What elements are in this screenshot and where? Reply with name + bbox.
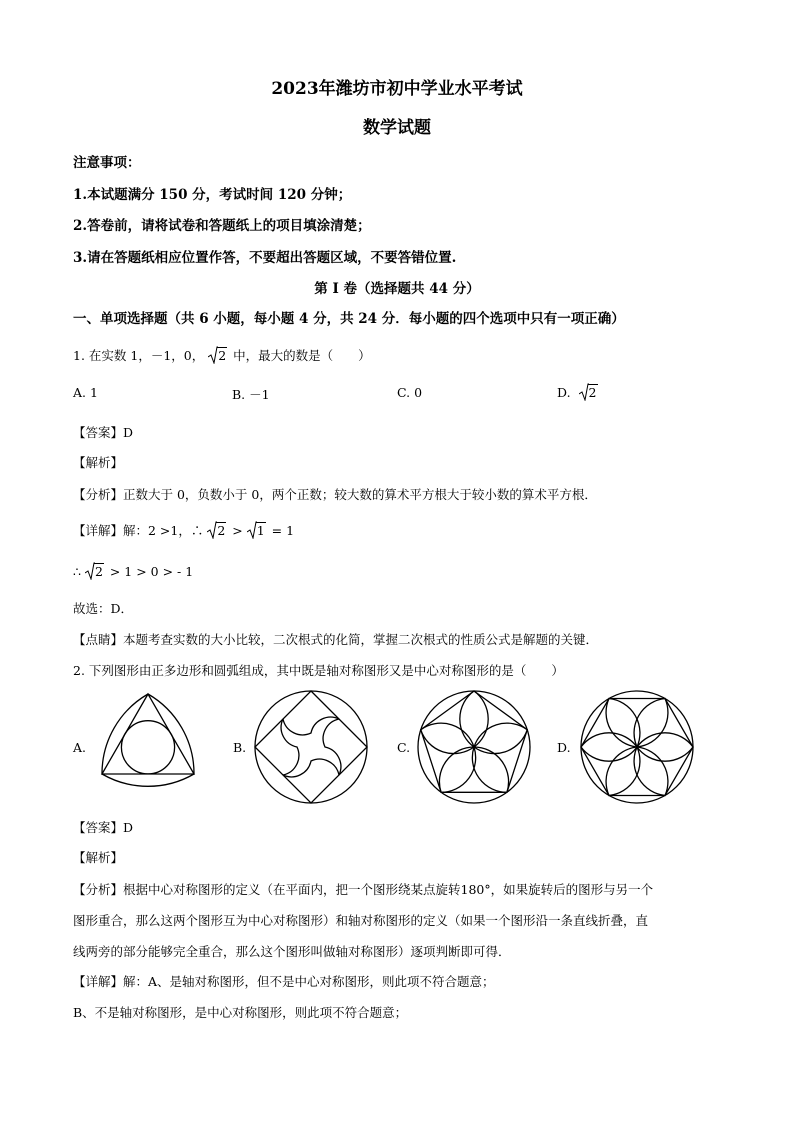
- radical-icon: [85, 562, 95, 580]
- figure-c-pentagon-petals: [414, 687, 534, 807]
- section-title: 一、单项选择题（共 6 小题，每小题 4 分，共 24 分．每小题的四个选项中只有一项正确）: [73, 311, 625, 327]
- q1-choose: 故选：D．: [73, 601, 134, 616]
- q2-analysis-label: 【解析】: [73, 850, 124, 865]
- q1-detail-line2: ∴ 2 > 1 > 0 > - 1: [73, 564, 194, 579]
- sqrt-2: 2: [579, 385, 598, 400]
- sqrt-1: 1: [247, 523, 266, 538]
- notes-item-2: 2.答卷前，请将试卷和答题纸上的项目填涂清楚；: [73, 218, 371, 234]
- q2-answer: 【答案】D: [73, 820, 134, 835]
- q1-answer: 【答案】D: [73, 425, 134, 440]
- q1-stem-text-b: 中，最大的数是（ ）: [233, 348, 371, 363]
- q1-option-d: D. 2: [557, 385, 597, 400]
- figure-b-square-arcs: [251, 687, 371, 807]
- sqrt-2: 2: [85, 564, 104, 579]
- radical-icon: [247, 521, 257, 539]
- figure-d-petal: [581, 733, 637, 761]
- q1-option-a: A. 1: [73, 385, 98, 400]
- exam-subtitle: 数学试题: [363, 118, 431, 138]
- radical-icon: [579, 383, 589, 401]
- q1-comment: 【点睛】本题考查实数的大小比较，二次根式的化简，掌握二次根式的性质公式是解题的关键．: [73, 632, 599, 647]
- figure-d-petal: [637, 733, 693, 761]
- q1-stem: [73, 346, 371, 364]
- q1-analysis-label: 【解析】: [73, 455, 124, 470]
- sqrt-2: 2: [207, 523, 226, 538]
- q2-fenxi-line-3: 线两旁的部分能够完全重合，那么这个图形叫做轴对称图形）逐项判断即可得．: [73, 944, 511, 959]
- radical-icon: [208, 346, 218, 364]
- q1-option-b: B. －1: [232, 387, 270, 402]
- q1-stem-text-a: 1. 在实数 1，－1，0，: [73, 348, 205, 363]
- q1-option-c: C. 0: [397, 385, 423, 400]
- q2-label-c: C.: [397, 740, 411, 755]
- figure-c-polygon: [421, 691, 528, 792]
- q1-fenxi: 【分析】正数大于 0，负数小于 0，两个正数；较大数的算术平方根大于较小数的算术平方根．: [73, 487, 597, 502]
- volume-title: 第 I 卷（选择题共 44 分）: [314, 281, 480, 297]
- q2-label-a: A.: [73, 740, 87, 755]
- notes-item-3: 3.请在答题纸相应位置作答，不要超出答题区域，不要答错位置.: [73, 250, 457, 266]
- figure-a-reuleaux: [88, 687, 208, 807]
- q2-detail-a: 【详解】解：A、是轴对称图形，但不是中心对称图形，则此项不符合题意；: [73, 974, 495, 989]
- figure-c-petal: [460, 691, 488, 747]
- q2-fenxi-line-1: 【分析】根据中心对称图形的定义（在平面内，把一个图形绕某点旋转180°，如果旋转后的图形与另一个: [73, 882, 654, 897]
- notes-heading: 注意事项：: [73, 155, 141, 171]
- notes-item-1: 1.本试题满分 150 分，考试时间 120 分钟；: [73, 187, 352, 203]
- sqrt-2: 2: [208, 348, 227, 363]
- exam-title: 2023年潍坊市初中学业水平考试: [271, 79, 523, 99]
- q2-label-d: D.: [557, 740, 571, 755]
- q1-detail: 【详解】解：2 >1，∴ 2 > 1 = 1: [73, 523, 295, 538]
- figure-d-hexagon-petals: [577, 687, 697, 807]
- q2-fenxi-line-2: 图形重合，那么这两个图形互为中心对称图形）和轴对称图形的定义（如果一个图形沿一条直线折叠，直: [73, 913, 649, 928]
- radical-icon: [207, 521, 217, 539]
- q2-stem: 2. 下列图形由正多边形和圆弧组成，其中既是轴对称图形又是中心对称图形的是（ ）: [73, 663, 564, 678]
- q2-detail-b: B、不是轴对称图形，是中心对称图形，则此项不符合题意；: [73, 1005, 408, 1020]
- q2-label-b: B.: [233, 740, 247, 755]
